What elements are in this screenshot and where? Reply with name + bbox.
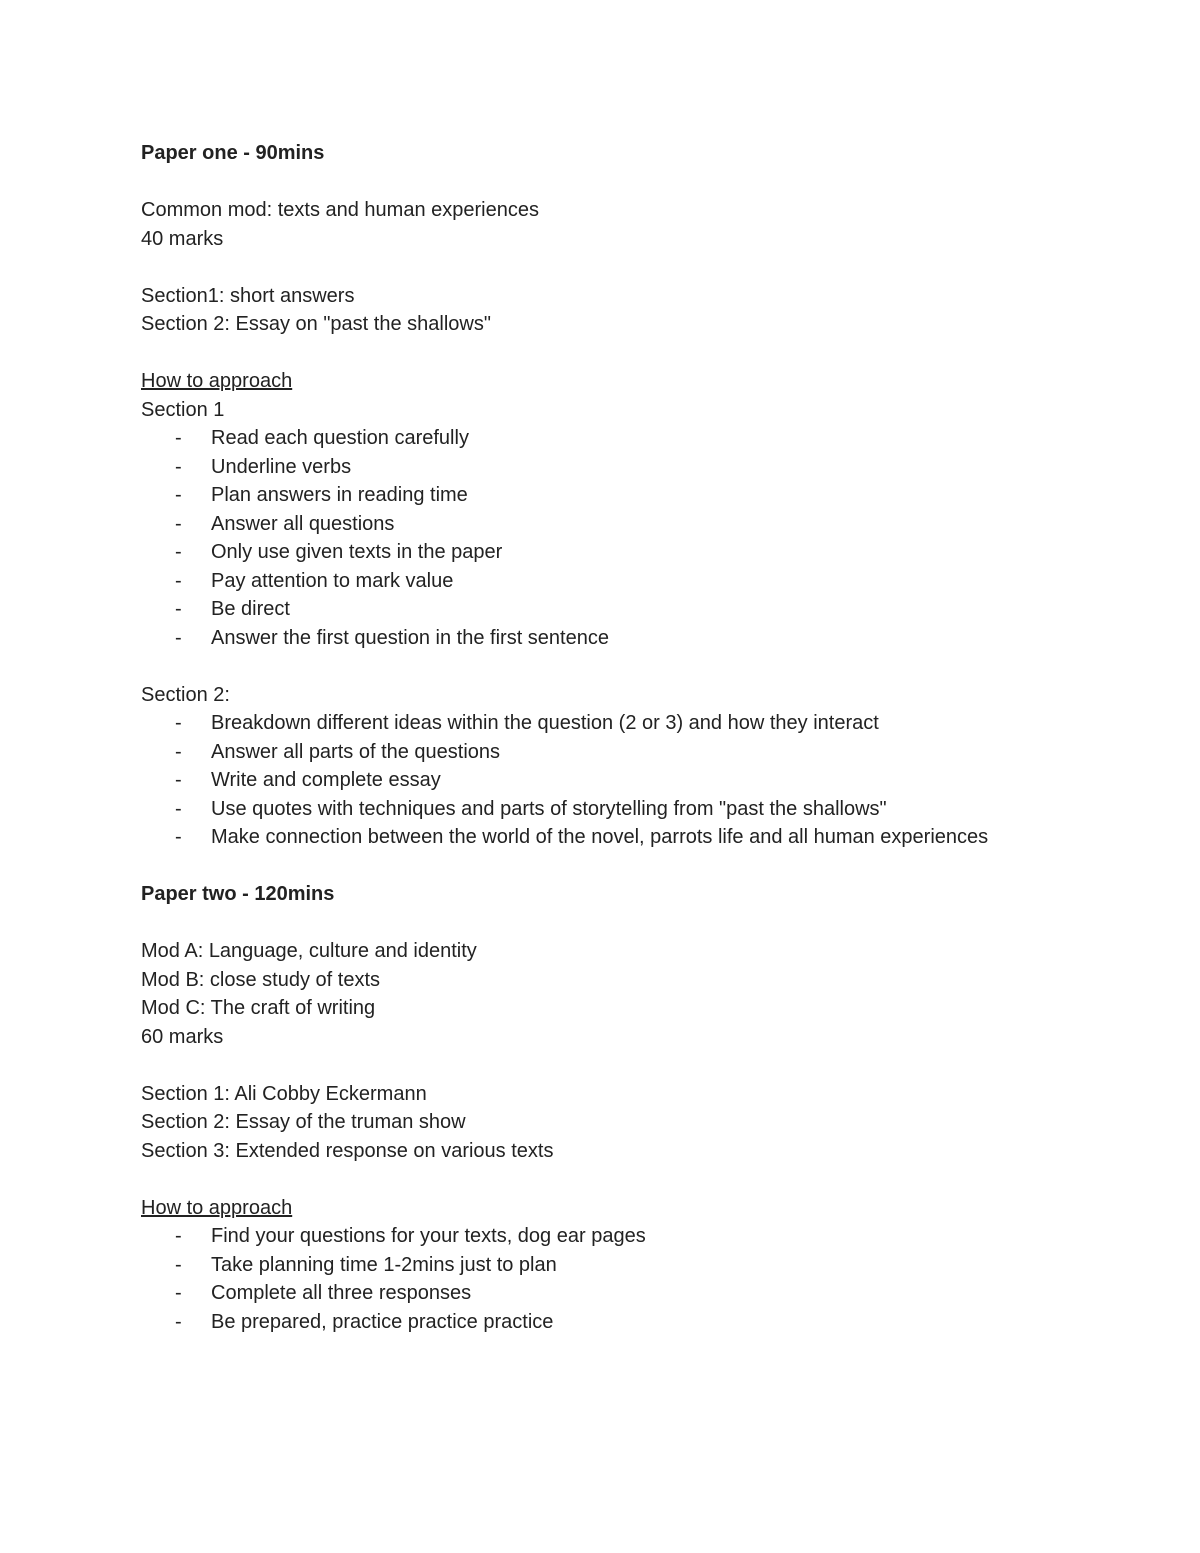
- list-item-text: Complete all three responses: [211, 1282, 472, 1304]
- spacer: [141, 909, 1121, 938]
- list-item-text: Only use given texts in the paper: [211, 541, 503, 563]
- list-item: [141, 1251, 1121, 1280]
- paper-one-title: Paper one - 90mins: [141, 142, 325, 164]
- list-item-text: Use quotes with techniques and parts of storytelling from "past the shallows": [211, 797, 887, 820]
- bullet-dash: -: [175, 569, 182, 592]
- bullet-dash: -: [175, 1253, 182, 1276]
- list-item: [141, 1222, 1121, 1251]
- list-item: [141, 595, 1121, 624]
- section1-heading: Section 1: [141, 398, 225, 421]
- spacer: [141, 168, 1121, 197]
- list-item: [141, 709, 1121, 738]
- list-item-text: Make connection between the world of the novel, parrots life and all human experiences: [211, 826, 989, 848]
- paper-one-approach-heading[interactable]: How to approach: [141, 370, 293, 392]
- bullet-dash: -: [175, 1282, 182, 1304]
- paper-two-approach-heading[interactable]: How to approach: [141, 1196, 293, 1219]
- list-item-text: Plan answers in reading time: [211, 484, 468, 506]
- bullet-dash: -: [175, 1225, 182, 1247]
- paper-two-module: Mod C: The craft of writing: [141, 997, 376, 1019]
- list-item-text: Pay attention to mark value: [211, 569, 454, 592]
- bullet-dash: -: [175, 512, 182, 535]
- bullet-dash: -: [175, 769, 182, 791]
- list-item: [141, 795, 1121, 824]
- paper-two-module: Mod B: close study of texts: [141, 968, 380, 991]
- paper-two-section: Section 1: Ali Cobby Eckermann: [141, 1082, 427, 1105]
- spacer: [141, 253, 1121, 282]
- list-item: [141, 538, 1121, 567]
- list-item-text: Answer all questions: [211, 512, 395, 535]
- list-item: [141, 738, 1121, 767]
- bullet-dash: -: [175, 740, 182, 763]
- list-item: [141, 481, 1121, 510]
- list-item-text: Answer all parts of the questions: [211, 740, 501, 763]
- spacer: [141, 652, 1121, 681]
- paper-two-section: Section 2: Essay of the truman show: [141, 1111, 466, 1133]
- bullet-dash: -: [175, 626, 182, 649]
- list-item: [141, 624, 1121, 653]
- list-item-text: Write and complete essay: [211, 769, 441, 791]
- bullet-dash: -: [175, 427, 182, 449]
- document-page: [141, 139, 1121, 1336]
- spacer: [141, 1051, 1121, 1080]
- paper-two-title: Paper two - 120mins: [141, 883, 335, 905]
- paper-two-marks: 60 marks: [141, 1025, 224, 1048]
- list-item-text: Underline verbs: [211, 455, 352, 478]
- list-item-text: Take planning time 1-2mins just to plan: [211, 1253, 557, 1276]
- list-item-text: Find your questions for your texts, dog ear pages: [211, 1225, 646, 1247]
- list-item-text: Be prepared, practice practice practice: [211, 1310, 554, 1333]
- section2-heading: Section 2:: [141, 683, 230, 706]
- spacer: [141, 852, 1121, 881]
- bullet-dash: -: [175, 712, 182, 734]
- list-item: [141, 424, 1121, 453]
- bullet-dash: -: [175, 797, 182, 820]
- spacer: [141, 1165, 1121, 1194]
- bullet-dash: -: [175, 541, 182, 563]
- list-item: [141, 510, 1121, 539]
- bullet-dash: -: [175, 826, 182, 848]
- bullet-dash: -: [175, 484, 182, 506]
- list-item: [141, 823, 1121, 852]
- list-item-text: Be direct: [211, 598, 290, 620]
- paper-one-marks: 40 marks: [141, 227, 224, 250]
- list-item-text: Answer the first question in the first sentence: [211, 626, 609, 649]
- paper-two-section: Section 3: Extended response on various texts: [141, 1139, 554, 1162]
- list-item: [141, 567, 1121, 596]
- list-item: [141, 766, 1121, 795]
- spacer: [141, 339, 1121, 368]
- paper-one-section: Section1: short answers: [141, 284, 355, 307]
- list-item: [141, 453, 1121, 482]
- paper-one-module: Common mod: texts and human experiences: [141, 199, 539, 221]
- bullet-dash: -: [175, 598, 182, 620]
- list-item-text: Read each question carefully: [211, 427, 469, 449]
- list-item: [141, 1308, 1121, 1337]
- paper-one-section: Section 2: Essay on "past the shallows": [141, 313, 491, 335]
- bullet-dash: -: [175, 455, 182, 478]
- bullet-dash: -: [175, 1310, 182, 1333]
- list-item-text: Breakdown different ideas within the question (2 or 3) and how they interact: [211, 712, 879, 734]
- paper-two-module: Mod A: Language, culture and identity: [141, 940, 477, 962]
- list-item: [141, 1279, 1121, 1308]
